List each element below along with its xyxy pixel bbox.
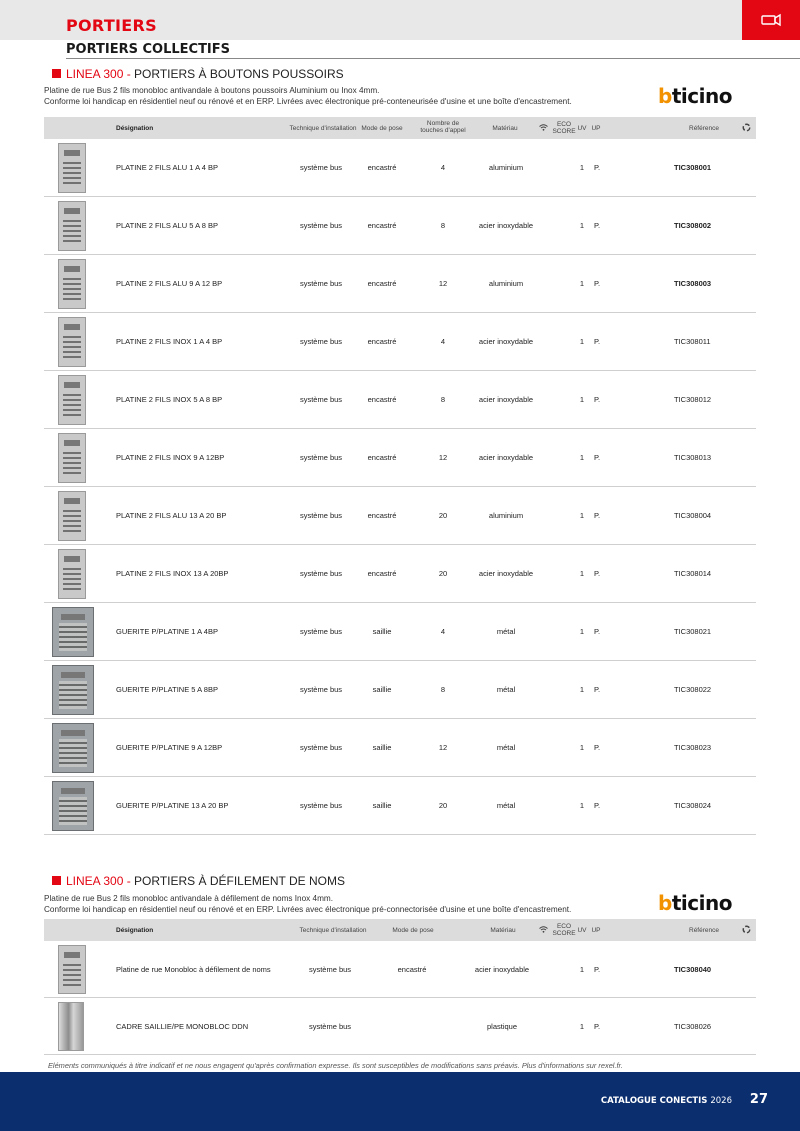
designation-cell: GUERITE P/PLATINE 13 A 20 BP <box>116 801 229 810</box>
col-up: UP <box>591 927 601 934</box>
designation-cell: PLATINE 2 FILS ALU 13 A 20 BP <box>116 511 227 520</box>
table1-header <box>44 117 756 139</box>
uv-cell: 1 <box>579 337 585 346</box>
col-mode: Mode de pose <box>392 927 434 934</box>
technique-cell: système bus <box>299 337 343 346</box>
materiau-cell: métal <box>496 685 516 694</box>
recycle-icon <box>741 925 751 936</box>
technique-cell: système bus <box>299 569 343 578</box>
call-buttons <box>63 565 81 593</box>
page-number: 27 <box>749 1092 768 1107</box>
mode-cell: saillie <box>372 627 392 636</box>
red-square-icon <box>52 69 61 78</box>
table-row <box>44 998 756 1055</box>
intercom-camera-icon <box>760 12 782 28</box>
touches-cell: 12 <box>438 743 448 752</box>
speaker-grille <box>64 952 80 959</box>
section2-title-prefix: LINEA 300 - <box>66 874 135 888</box>
wifi-icon <box>538 926 548 935</box>
technique-cell: système bus <box>299 743 343 752</box>
product-thumbnail <box>52 781 94 831</box>
col-reference: Référence <box>689 125 719 132</box>
designation-cell: Platine de rue Monobloc à défilement de noms <box>116 965 271 974</box>
uv-cell: 1 <box>579 569 585 578</box>
table-row <box>44 255 756 313</box>
uv-cell: 1 <box>579 395 585 404</box>
product-thumbnail <box>52 723 94 773</box>
touches-cell: 8 <box>440 221 446 230</box>
call-buttons <box>63 449 81 477</box>
designation-cell: PLATINE 2 FILS INOX 5 A 8 BP <box>116 395 223 404</box>
section1-description <box>44 85 644 107</box>
product-thumbnail <box>52 665 94 715</box>
reference-cell: TIC308023 <box>674 743 712 752</box>
call-buttons <box>63 507 81 535</box>
table-row <box>44 941 756 998</box>
col-reference: Référence <box>689 927 719 934</box>
col-eco-score: ECO SCORE <box>552 923 576 937</box>
reference-cell: TIC308021 <box>674 627 712 636</box>
uv-cell: 1 <box>579 163 585 172</box>
touches-cell: 20 <box>438 801 448 810</box>
catalog-year: 2026 <box>710 1096 732 1106</box>
product-thumbnail <box>58 317 86 367</box>
speaker-grille <box>64 556 80 563</box>
call-buttons <box>59 681 87 709</box>
col-designation: Désignation <box>116 927 154 934</box>
touches-cell: 8 <box>440 395 446 404</box>
up-cell: P. <box>593 337 601 346</box>
red-square-icon <box>52 876 61 885</box>
mode-cell: saillie <box>372 801 392 810</box>
technique-cell: système bus <box>299 279 343 288</box>
materiau-cell: métal <box>496 743 516 752</box>
designation-cell: PLATINE 2 FILS INOX 1 A 4 BP <box>116 337 223 346</box>
page-subtitle: PORTIERS COLLECTIFS <box>66 42 231 57</box>
reference-cell: TIC308013 <box>674 453 712 462</box>
touches-cell: 4 <box>440 337 446 346</box>
technique-cell: système bus <box>299 395 343 404</box>
technique-cell: système bus <box>308 965 352 974</box>
technique-cell: système bus <box>299 627 343 636</box>
touches-cell: 4 <box>440 163 446 172</box>
call-buttons <box>63 217 81 245</box>
call-buttons <box>63 333 81 361</box>
recycle-icon <box>741 123 751 134</box>
col-up: UP <box>591 125 601 132</box>
designation-cell: PLATINE 2 FILS ALU 9 A 12 BP <box>116 279 223 288</box>
col-uv: UV <box>577 125 587 132</box>
uv-cell: 1 <box>579 627 585 636</box>
call-buttons <box>63 391 81 419</box>
mode-cell: encastré <box>367 163 397 172</box>
up-cell: P. <box>593 1022 601 1031</box>
uv-cell: 1 <box>579 743 585 752</box>
speaker-grille <box>64 324 80 331</box>
table-row <box>44 603 756 661</box>
materiau-cell: acier inoxydable <box>474 965 530 974</box>
mode-cell: encastré <box>367 337 397 346</box>
reference-cell: TIC308004 <box>674 511 712 520</box>
materiau-cell: métal <box>496 801 516 810</box>
up-cell: P. <box>593 453 601 462</box>
divider <box>66 58 800 59</box>
table-row <box>44 371 756 429</box>
technique-cell: système bus <box>299 163 343 172</box>
table-row <box>44 719 756 777</box>
uv-cell: 1 <box>579 511 585 520</box>
reference-cell: TIC308002 <box>674 221 712 230</box>
table-row <box>44 139 756 197</box>
designation-cell: GUERITE P/PLATINE 9 A 12BP <box>116 743 223 752</box>
reference-cell: TIC308011 <box>674 337 711 346</box>
product-thumbnail <box>58 1002 84 1051</box>
materiau-cell: acier inoxydable <box>478 395 534 404</box>
col-uv: UV <box>577 927 587 934</box>
col-mode: Mode de pose <box>361 125 403 132</box>
mode-cell: encastré <box>367 221 397 230</box>
call-buttons <box>59 797 87 825</box>
touches-cell: 4 <box>440 627 446 636</box>
reference-cell: TIC308040 <box>674 965 712 974</box>
product-thumbnail <box>58 143 86 193</box>
table2-header <box>44 919 756 941</box>
mode-cell: encastré <box>397 965 427 974</box>
col-technique: Technique d'installation <box>299 927 367 934</box>
uv-cell: 1 <box>579 453 585 462</box>
reference-cell: TIC308022 <box>674 685 712 694</box>
materiau-cell: métal <box>496 627 516 636</box>
materiau-cell: acier inoxydable <box>478 221 534 230</box>
mode-cell: saillie <box>372 685 392 694</box>
catalog-name: CATALOGUE CONECTIS <box>600 1096 708 1106</box>
materiau-cell: aluminium <box>488 279 524 288</box>
materiau-cell: plastique <box>486 1022 518 1031</box>
product-thumbnail <box>58 433 86 483</box>
materiau-cell: aluminium <box>488 511 524 520</box>
reference-cell: TIC308001 <box>674 163 712 172</box>
designation-cell: PLATINE 2 FILS INOX 13 A 20BP <box>116 569 229 578</box>
product-thumbnail <box>58 491 86 541</box>
technique-cell: système bus <box>299 801 343 810</box>
product-thumbnail <box>58 549 86 599</box>
touches-cell: 12 <box>438 453 448 462</box>
mode-cell: encastré <box>367 569 397 578</box>
section2-description <box>44 893 644 915</box>
section2-desc-line1: Platine de rue Bus 2 fils monobloc antivandale à défilement de noms Inox 4mm. <box>44 894 333 903</box>
section1-desc-line1: Platine de rue Bus 2 fils monobloc antivandale à boutons poussoirs Aluminium ou Inox 4mm. <box>44 86 380 95</box>
footer-bar <box>0 1072 800 1131</box>
uv-cell: 1 <box>579 221 585 230</box>
section2-desc-line2: Conforme loi handicap en résidentiel neuf ou rénové et en ERP. Livrées avec électronique pré-connectorisée d'usine et une boîte d'encastrement. <box>44 905 572 914</box>
table-row <box>44 661 756 719</box>
speaker-grille <box>61 730 85 737</box>
call-buttons <box>63 275 81 303</box>
section1-title-prefix: LINEA 300 - <box>66 67 135 81</box>
bticino-logo: bticino <box>658 84 732 108</box>
section2-title-rest: PORTIERS À DÉFILEMENT DE NOMS <box>134 874 345 888</box>
mode-cell: encastré <box>367 511 397 520</box>
uv-cell: 1 <box>579 1022 585 1031</box>
call-buttons <box>63 159 81 187</box>
touches-cell: 12 <box>438 279 448 288</box>
up-cell: P. <box>593 627 601 636</box>
reference-cell: TIC308026 <box>674 1022 712 1031</box>
product-thumbnail <box>58 201 86 251</box>
wifi-icon <box>538 124 548 133</box>
mode-cell: encastré <box>367 395 397 404</box>
uv-cell: 1 <box>579 279 585 288</box>
table-row <box>44 777 756 835</box>
up-cell: P. <box>593 279 601 288</box>
materiau-cell: acier inoxydable <box>478 337 534 346</box>
catalog-label <box>601 1096 732 1106</box>
designation-cell: GUERITE P/PLATINE 5 A 8BP <box>116 685 218 694</box>
product-thumbnail <box>52 607 94 657</box>
uv-cell: 1 <box>579 965 585 974</box>
designation-cell: PLATINE 2 FILS INOX 9 A 12BP <box>116 453 225 462</box>
up-cell: P. <box>593 221 601 230</box>
designation-cell: CADRE SAILLIE/PE MONOBLOC DDN <box>116 1022 249 1031</box>
section2-title <box>52 874 345 888</box>
speaker-grille <box>64 150 80 157</box>
col-materiau: Matériau <box>490 927 516 934</box>
reference-cell: TIC308014 <box>674 569 712 578</box>
table-row <box>44 487 756 545</box>
technique-cell: système bus <box>299 511 343 520</box>
section1-desc-line2: Conforme loi handicap en résidentiel neuf ou rénové et en ERP. Livrées avec électronique pré-conteneurisée d'usine et une boîte d'encastrement. <box>44 97 572 106</box>
up-cell: P. <box>593 163 601 172</box>
category-tab <box>742 0 800 40</box>
speaker-grille <box>61 614 85 621</box>
up-cell: P. <box>593 569 601 578</box>
speaker-grille <box>61 788 85 795</box>
disclaimer: Eléments communiqués à titre indicatif et ne nous engagent qu'après confirmation expresse. Ils sont susceptibles de modifications sans préavis. Plus d'informations sur rexel.fr. <box>48 1061 623 1070</box>
col-technique: Technique d'installation <box>289 125 357 132</box>
reference-cell: TIC308024 <box>674 801 712 810</box>
up-cell: P. <box>593 685 601 694</box>
mode-cell: saillie <box>372 743 392 752</box>
bticino-logo: bticino <box>658 891 732 915</box>
up-cell: P. <box>593 743 601 752</box>
col-materiau: Matériau <box>492 125 518 132</box>
speaker-grille <box>61 672 85 679</box>
section1-title <box>52 67 344 81</box>
up-cell: P. <box>593 395 601 404</box>
technique-cell: système bus <box>299 453 343 462</box>
speaker-grille <box>64 498 80 505</box>
mode-cell: encastré <box>367 453 397 462</box>
mode-cell: encastré <box>367 279 397 288</box>
col-designation: Désignation <box>116 125 154 132</box>
call-buttons <box>59 623 87 651</box>
page-title: PORTIERS <box>66 16 157 35</box>
product-thumbnail <box>58 375 86 425</box>
up-cell: P. <box>593 965 601 974</box>
designation-cell: GUERITE P/PLATINE 1 A 4BP <box>116 627 218 636</box>
technique-cell: système bus <box>308 1022 352 1031</box>
table-row <box>44 545 756 603</box>
table-row <box>44 197 756 255</box>
table-row <box>44 313 756 371</box>
materiau-cell: acier inoxydable <box>478 453 534 462</box>
uv-cell: 1 <box>579 801 585 810</box>
up-cell: P. <box>593 511 601 520</box>
table-row <box>44 429 756 487</box>
section1-title-rest: PORTIERS À BOUTONS POUSSOIRS <box>134 67 344 81</box>
speaker-grille <box>64 208 80 215</box>
col-eco-score: ECO SCORE <box>552 121 576 135</box>
up-cell: P. <box>593 801 601 810</box>
designation-cell: PLATINE 2 FILS ALU 5 A 8 BP <box>116 221 218 230</box>
product-thumbnail <box>58 259 86 309</box>
call-buttons <box>63 961 81 988</box>
speaker-grille <box>64 266 80 273</box>
technique-cell: système bus <box>299 221 343 230</box>
designation-cell: PLATINE 2 FILS ALU 1 A 4 BP <box>116 163 218 172</box>
materiau-cell: acier inoxydable <box>478 569 534 578</box>
product-thumbnail <box>58 945 86 994</box>
col-touches: Nombre de touches d'appel <box>420 120 466 134</box>
technique-cell: système bus <box>299 685 343 694</box>
reference-cell: TIC308003 <box>674 279 712 288</box>
materiau-cell: aluminium <box>488 163 524 172</box>
speaker-grille <box>64 382 80 389</box>
speaker-grille <box>64 440 80 447</box>
uv-cell: 1 <box>579 685 585 694</box>
touches-cell: 20 <box>438 569 448 578</box>
touches-cell: 20 <box>438 511 448 520</box>
call-buttons <box>59 739 87 767</box>
touches-cell: 8 <box>440 685 446 694</box>
reference-cell: TIC308012 <box>674 395 712 404</box>
